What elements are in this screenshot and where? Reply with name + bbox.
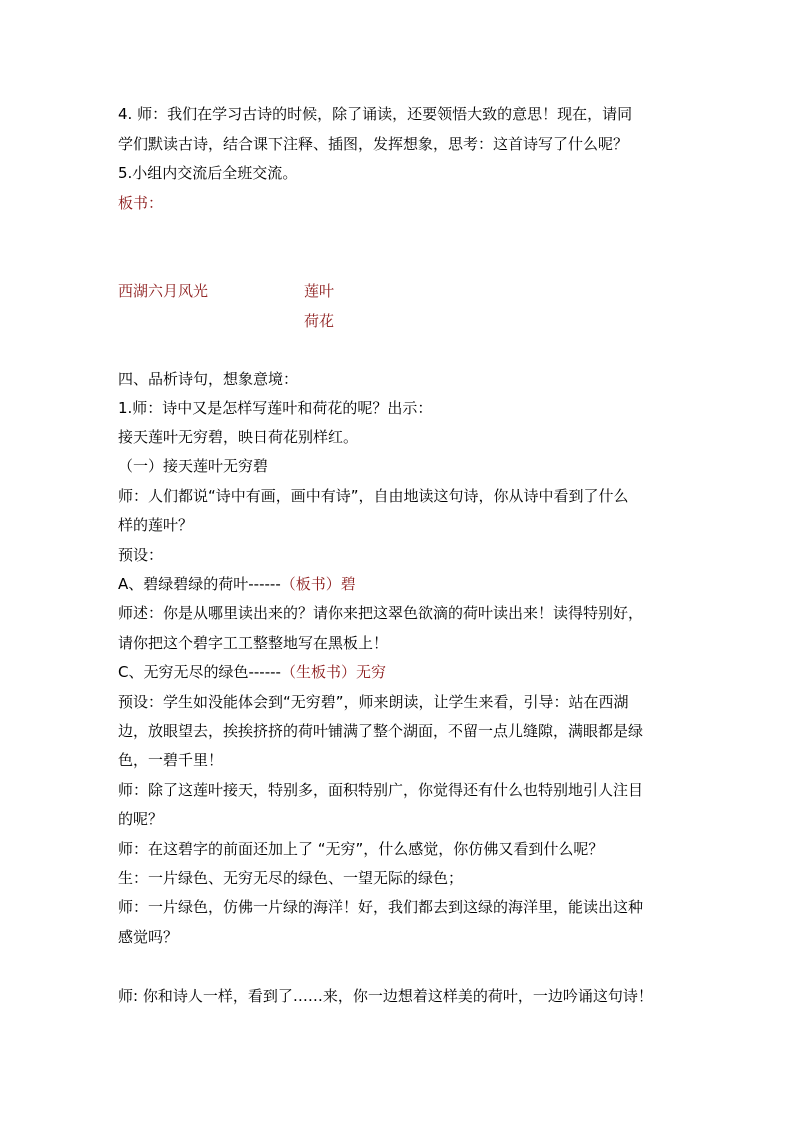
text-line: 预设：学生如没能体会到“无穷碧”，师来朗读，让学生来看，引导：站在西湖 <box>118 693 629 711</box>
text-line: 生：一片绿色、无穷无尽的绿色、一望无际的绿色； <box>118 869 464 887</box>
text-line: 师：在这碧字的前面还加上了 “无穷”，什么感觉，你仿佛又看到什么呢？ <box>118 840 604 858</box>
subsection-heading: （一）接天莲叶无穷碧 <box>118 457 269 475</box>
text-line: 边，放眼望去，挨挨挤挤的荷叶铺满了整个湖面，不留一点儿缝隙，满眼都是绿 <box>118 722 644 740</box>
text-line: 师：人们都说“诗中有画，画中有诗”，自由地读这句诗，你从诗中看到了什么 <box>118 487 629 505</box>
board-note: （板书）碧 <box>280 575 356 593</box>
text-line: 4. 师：我们在学习古诗的时候，除了诵读，还要领悟大致的意思！现在，请同 <box>118 105 633 123</box>
text-line: C、无穷无尽的绿色------（生板书）无穷 <box>118 663 386 681</box>
board-item-lotus-leaf: 莲叶 <box>304 282 335 300</box>
text-line: 预设： <box>118 546 164 564</box>
text-line: 1.师：诗中又是怎样写莲叶和荷花的呢？出示： <box>118 399 433 417</box>
text-line: 师述：你是从哪里读出来的？请你来把这翠色欲滴的荷叶读出来！读得特别好， <box>118 604 644 622</box>
text-line: 师：除了这莲叶接天，特别多，面积特别广，你觉得还有什么也特别地引人注目 <box>118 781 644 799</box>
section-heading: 四、品析诗句，想象意境： <box>118 370 299 388</box>
board-note: （生板书）无穷 <box>280 663 386 681</box>
text-line: 样的莲叶？ <box>118 516 194 534</box>
text-line: 色，一碧千里！ <box>118 751 224 769</box>
board-item-lotus-flower: 荷花 <box>304 312 335 330</box>
board-label: 板书： <box>118 194 164 212</box>
text-line: 学们默读古诗，结合课下注释、插图，发挥想象，思考：这首诗写了什么呢？ <box>118 135 629 153</box>
poem-line: 接天莲叶无穷碧，映日荷花别样红。 <box>118 428 359 446</box>
board-title: 西湖六月风光 <box>118 282 209 300</box>
text-line: 感觉吗？ <box>118 928 179 946</box>
text-line: 师: 你和诗人一样，看到了……来，你一边想着这样美的荷叶，一边吟诵这句诗！ <box>118 987 653 1005</box>
text-line: 的呢？ <box>118 810 164 828</box>
text-line: A、碧绿碧绿的荷叶------（板书）碧 <box>118 575 356 593</box>
text-line: 5.小组内交流后全班交流。 <box>118 164 298 182</box>
text-line: 请你把这个碧字工工整整地写在黑板上！ <box>118 634 389 652</box>
text-line: 师：一片绿色，仿佛一片绿的海洋！好，我们都去到这绿的海洋里，能读出这种 <box>118 898 644 916</box>
